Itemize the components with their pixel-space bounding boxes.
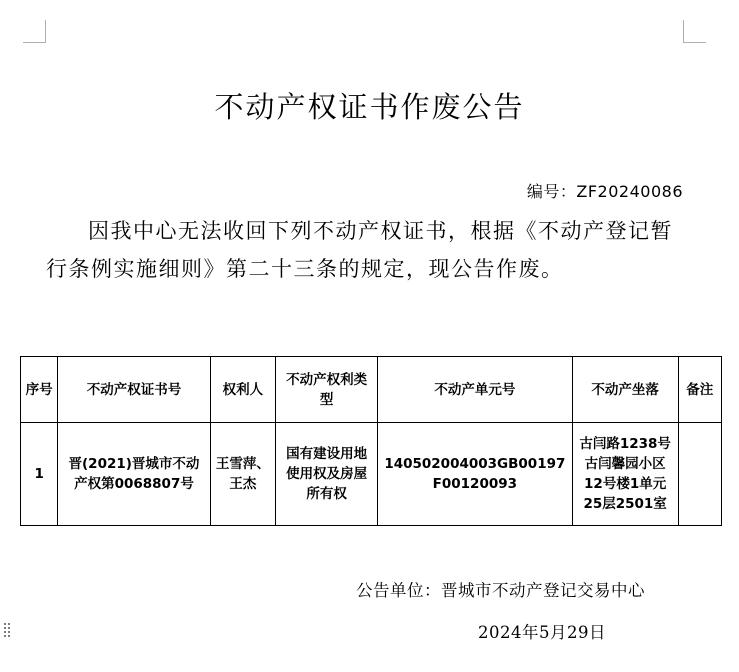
header-holder: 权利人: [210, 357, 276, 423]
drag-handle-icon[interactable]: [3, 622, 11, 638]
header-cert-number: 不动产权证书号: [58, 357, 210, 423]
table-row: [21, 423, 722, 526]
header-right-type: 不动产权利类型: [276, 357, 378, 423]
announcement-body: 因我中心无法收回下列不动产权证书，根据《不动产登记暂行条例实施细则》第二十三条的规定，现公告作废。: [46, 219, 673, 281]
page-corner-mark-top-right: [683, 20, 706, 43]
cell-right-type: 国有建设用地使用权及房屋所有权: [276, 423, 378, 526]
header-seq: 序号: [21, 357, 58, 423]
header-location: 不动产坐落: [572, 357, 678, 423]
header-unit-number: 不动产单元号: [378, 357, 573, 423]
document-title: 不动产权证书作废公告: [214, 90, 525, 124]
cell-holder: 王雪萍、王杰: [210, 423, 276, 526]
void-certificate-table: [20, 356, 722, 526]
cell-note: [678, 423, 721, 526]
document-number: 编号：ZF20240086: [526, 182, 683, 201]
cell-unit-number: 140502004003GB00197F00120093: [378, 423, 573, 526]
announcement-date: 2024年5月29日: [478, 623, 606, 642]
cell-location: 古闫路1238号古闫馨园小区12号楼1单元25层2501室: [572, 423, 678, 526]
page-corner-mark-top-left: [23, 20, 46, 43]
table-header-row: [21, 357, 722, 423]
cell-seq: 1: [21, 423, 58, 526]
cell-cert-number: 晋(2021)晋城市不动产权第0068807号: [58, 423, 210, 526]
issuing-unit: 公告单位：晋城市不动产登记交易中心: [356, 581, 645, 600]
header-note: 备注: [678, 357, 721, 423]
